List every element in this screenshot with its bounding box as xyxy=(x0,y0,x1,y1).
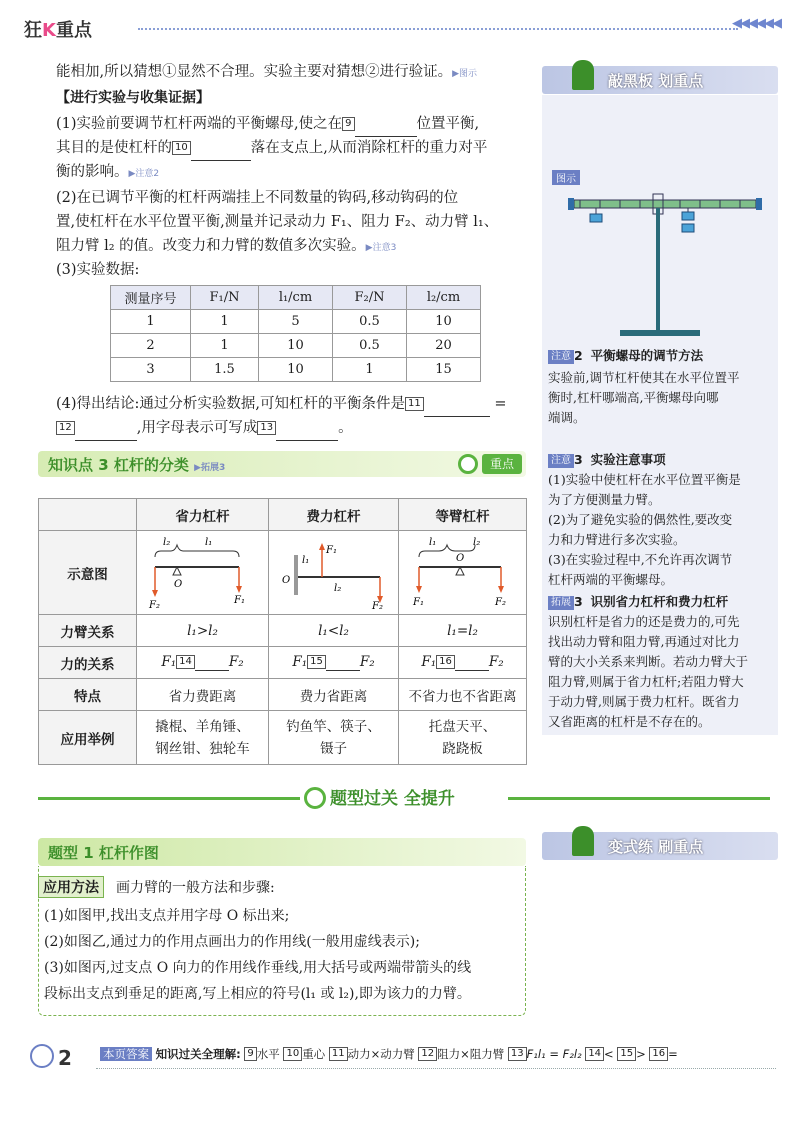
distance-saving-lever-diagram xyxy=(272,533,396,609)
step1-line2 xyxy=(56,136,487,161)
table-cell: 0.5 xyxy=(333,334,407,358)
note-line: 为了方便测量力臂。 xyxy=(548,492,661,507)
answer-value: 水平 xyxy=(256,1047,280,1061)
divider-line xyxy=(38,797,300,800)
f1-symbol: F₁ xyxy=(161,654,177,670)
note-line: 力和力臂进行多次实验。 xyxy=(548,532,686,547)
ext3-title xyxy=(548,592,728,612)
table-cell: 1 xyxy=(191,310,259,334)
label-o: O xyxy=(455,552,464,564)
label-o: O xyxy=(281,574,290,586)
column-header: 测量序号 xyxy=(111,286,191,310)
label-f1: F₁ xyxy=(325,544,337,556)
answer-blank-13[interactable] xyxy=(276,416,338,441)
method-intro: 画力臂的一般方法和步骤: xyxy=(116,880,275,896)
row-header: 应用举例 xyxy=(39,711,137,765)
step1-text-a: (1)实验前要调节杠杆两端的平衡螺母,使之在 xyxy=(56,116,343,132)
blank-number: 15 xyxy=(307,655,326,669)
table-cell: 10 xyxy=(407,310,481,334)
table-cell xyxy=(399,647,527,679)
answer-number: 15 xyxy=(617,1047,636,1061)
note-line: 端调。 xyxy=(548,410,586,425)
blank-number: 9 xyxy=(342,117,354,131)
table-row xyxy=(111,334,481,358)
table-header-row xyxy=(111,286,481,310)
table-cell: 2 xyxy=(111,334,191,358)
note-title: 识别省力杠杆和费力杠杆 xyxy=(590,594,729,609)
row-header: 示意图 xyxy=(39,531,137,615)
note-line: 于动力臂,则属于费力杠杆。既省力 xyxy=(548,694,740,709)
label-f1: F₁ xyxy=(412,596,424,608)
table-header-row xyxy=(39,499,527,531)
note-line: (1)实验中使杠杆在水平位置平衡是 xyxy=(548,472,741,487)
column-header: l₂/cm xyxy=(407,286,481,310)
answer-number: 16 xyxy=(649,1047,668,1061)
answer-blank-12[interactable] xyxy=(75,416,137,441)
table-cell: 0.5 xyxy=(333,310,407,334)
knowledge-title-text: 知识点 3 杠杆的分类 xyxy=(48,456,189,474)
step4-text-b: ,用字母表示可写成 xyxy=(136,420,258,436)
column-header: F₂/N xyxy=(333,286,407,310)
step2-line2: 置,使杠杆在水平位置平衡,测量并记录动力 F₁、阻力 F₂、动力臂 l₁、 xyxy=(56,214,499,230)
section-divider xyxy=(38,784,770,814)
tip-link[interactable]: ▶图示 xyxy=(452,69,478,79)
answer-number: 10 xyxy=(283,1047,302,1061)
answer-line xyxy=(100,1046,678,1062)
corner-cell xyxy=(39,499,137,531)
note-number: 3 xyxy=(574,452,583,467)
table-cell: 1 xyxy=(333,358,407,382)
force-saving-lever-diagram xyxy=(141,533,265,609)
side-bar-title: 变式练 刷重点 xyxy=(608,838,704,856)
tip-link[interactable]: ▶注意3 xyxy=(365,243,397,253)
note2-title xyxy=(548,346,703,366)
table-cell: 钓鱼竿、筷子、 镊子 xyxy=(269,711,399,765)
step1-text-c: 其目的是使杠杆的 xyxy=(56,140,172,156)
knowledge-title xyxy=(48,454,225,475)
collect-title: 【进行实验与收集证据】 xyxy=(56,90,210,106)
step4-text-a: (4)得出结论:通过分析实验数据,可知杠杆的平衡条件是 xyxy=(56,396,406,412)
table-cell: l₁>l₂ xyxy=(137,615,269,647)
section-title: 题型过关 全提升 xyxy=(330,789,455,809)
table-cell: 省力费距离 xyxy=(137,679,269,711)
blank-number: 11 xyxy=(405,397,424,411)
brand-logo xyxy=(20,14,130,44)
table-row xyxy=(111,358,481,382)
side-bar-header-2 xyxy=(542,832,778,860)
lever-apparatus-figure xyxy=(560,186,770,346)
table-row xyxy=(39,711,527,765)
answer-value: 重心 xyxy=(302,1047,326,1061)
table-cell: 1 xyxy=(191,334,259,358)
step1-line3 xyxy=(56,160,159,186)
student-icon xyxy=(572,826,594,856)
note-line: (3)在实验过程中,不允许再次调节 xyxy=(548,552,733,567)
table-row xyxy=(39,679,527,711)
column-header: l₁/cm xyxy=(259,286,333,310)
table-row xyxy=(39,615,527,647)
label-l2: l₂ xyxy=(162,536,170,548)
logo-k: K xyxy=(42,20,56,41)
intro-text: 能相加,所以猜想①显然不合理。实验主要对猜想②进行验证。 xyxy=(56,64,453,80)
page-header xyxy=(20,14,780,50)
column-header: 省力杠杆 xyxy=(137,499,269,531)
table-cell: 1 xyxy=(111,310,191,334)
answer-value: > xyxy=(636,1047,646,1061)
answer-value: F₁l₁ = F₂l₂ xyxy=(526,1047,582,1061)
step1-text-e: 衡的影响。 xyxy=(56,164,129,180)
table-cell xyxy=(269,647,399,679)
note-line: 臂的大小关系来判断。若动力臂大于 xyxy=(548,654,749,669)
row-header: 力臂关系 xyxy=(39,615,137,647)
blank-number: 16 xyxy=(436,655,455,669)
method-step-3b: 段标出支点到垂足的距离,写上相应的符号(l₁ 或 l₂),即为该力的力臂。 xyxy=(44,986,471,1002)
f2-symbol: F₂ xyxy=(359,654,375,670)
table-cell: 托盘天平、 跷跷板 xyxy=(399,711,527,765)
note-line: 阻力臂,则属于省力杠杆;若阻力臂大 xyxy=(548,674,744,689)
answer-number: 13 xyxy=(508,1047,527,1061)
answer-number: 9 xyxy=(244,1047,256,1061)
table-cell: 费力省距离 xyxy=(269,679,399,711)
note-title: 平衡螺母的调节方法 xyxy=(590,348,704,363)
blank-number: 10 xyxy=(172,141,191,155)
answer-number: 14 xyxy=(585,1047,604,1061)
knowledge-point-bar xyxy=(38,451,526,477)
answer-blank-16[interactable] xyxy=(455,654,489,671)
topic-title: 题型 1 杠杆作图 xyxy=(48,844,159,862)
table-cell: 10 xyxy=(259,334,333,358)
table-cell: 不省力也不省距离 xyxy=(399,679,527,711)
answer-tag: 本页答案 xyxy=(100,1047,152,1061)
note3-title xyxy=(548,450,666,470)
table-row xyxy=(111,310,481,334)
answer-number: 12 xyxy=(418,1047,437,1061)
f2-symbol: F₂ xyxy=(488,654,504,670)
column-header: F₁/N xyxy=(191,286,259,310)
footer-dotted-line xyxy=(96,1068,776,1069)
table-cell: l₁<l₂ xyxy=(269,615,399,647)
note-title: 实验注意事项 xyxy=(590,452,666,467)
equals-sign: = xyxy=(494,396,507,412)
answer-blank-10[interactable] xyxy=(191,136,251,161)
answer-value: 动力×动力臂 xyxy=(347,1047,415,1061)
swirl-icon xyxy=(304,787,326,809)
divider-line xyxy=(508,797,770,800)
note-tag: 注意 xyxy=(548,454,574,468)
step4-line2 xyxy=(56,416,353,441)
side-bar-header xyxy=(542,66,778,94)
step4-line1 xyxy=(56,392,507,417)
step2-line3 xyxy=(56,234,396,260)
step2-text-c: 阻力臂 l₂ 的值。改变力和力臂的数值多次实验。 xyxy=(56,238,366,254)
header-dotted-line xyxy=(138,28,738,30)
table-cell xyxy=(137,647,269,679)
answer-value: = xyxy=(668,1047,678,1061)
answer-value: < xyxy=(604,1047,614,1061)
answer-blank-9[interactable] xyxy=(355,112,417,137)
step3-label: (3)实验数据: xyxy=(56,262,140,278)
answer-blank-15[interactable] xyxy=(326,654,360,671)
key-point-badge: 重点 xyxy=(482,454,522,474)
step2-line1: (2)在已调节平衡的杠杆两端挂上不同数量的钩码,移动钩码的位 xyxy=(56,190,459,206)
answer-number: 11 xyxy=(329,1047,348,1061)
lever-diagram-cell xyxy=(399,531,527,615)
logo-text: 重点 xyxy=(55,20,92,41)
label-l2: l₂ xyxy=(472,536,480,548)
note-number: 2 xyxy=(574,348,583,363)
table-cell: l₁=l₂ xyxy=(399,615,527,647)
note-tag: 拓展 xyxy=(548,596,574,610)
header-arrows-icon: ◀◀◀◀◀◀ xyxy=(732,16,780,31)
row-header: 力的关系 xyxy=(39,647,137,679)
page-number-circle-icon xyxy=(30,1044,54,1068)
method-tag: 应用方法 xyxy=(38,876,104,898)
blank-number: 14 xyxy=(176,655,195,669)
lever-classification-table xyxy=(38,498,527,765)
topic-bar xyxy=(38,838,526,866)
side-bar-title: 敲黑板 划重点 xyxy=(608,72,704,90)
note-tag: 注意 xyxy=(548,350,574,364)
tip-link[interactable]: ▶拓展3 xyxy=(194,463,226,473)
label-l1: l₁ xyxy=(301,554,309,566)
note-line: 又省距离的杠杆是不存在的。 xyxy=(548,714,711,729)
note-line: (2)为了避免实验的偶然性,要改变 xyxy=(548,512,733,527)
table-cell: 5 xyxy=(259,310,333,334)
method-step-1: (1)如图甲,找出支点并用字母 O 标出来; xyxy=(44,908,290,924)
label-f2: F₂ xyxy=(371,600,383,609)
label-f2: F₂ xyxy=(494,596,506,608)
equal-arm-lever-diagram xyxy=(401,533,525,609)
label-l1: l₁ xyxy=(204,536,212,548)
f1-symbol: F₁ xyxy=(292,654,308,670)
label-l2: l₂ xyxy=(333,582,341,594)
note-line: 实验前,调节杠杆使其在水平位置平 xyxy=(548,370,740,385)
note-number: 3 xyxy=(574,594,583,609)
column-header: 等臂杠杆 xyxy=(399,499,527,531)
intro-paragraph xyxy=(56,60,477,86)
method-step-2: (2)如图乙,通过力的作用点画出力的作用线(一般用虚线表示); xyxy=(44,934,420,950)
table-cell: 撬棍、羊角锤、 钢丝钳、独轮车 xyxy=(137,711,269,765)
table-cell: 15 xyxy=(407,358,481,382)
table-row xyxy=(39,531,527,615)
answer-blank-14[interactable] xyxy=(195,654,229,671)
row-header: 特点 xyxy=(39,679,137,711)
target-icon xyxy=(458,454,478,474)
method-step-3a: (3)如图丙,过支点 O 向力的作用线作垂线,用大括号或两端带箭头的线 xyxy=(44,960,472,976)
column-header: 费力杠杆 xyxy=(269,499,399,531)
note-line: 识别杠杆是省力的还是费力的,可先 xyxy=(548,614,740,629)
table-cell: 10 xyxy=(259,358,333,382)
data-table xyxy=(110,285,481,382)
table-row xyxy=(39,647,527,679)
answer-value: 阻力×阻力臂 xyxy=(437,1047,505,1061)
figure-tag: 图示 xyxy=(552,170,580,185)
table-cell: 1.5 xyxy=(191,358,259,382)
answer-blank-11[interactable] xyxy=(424,392,490,417)
note-line: 杠杆两端的平衡螺母。 xyxy=(548,572,674,587)
step1-text-b: 位置平衡, xyxy=(416,116,480,132)
f2-symbol: F₂ xyxy=(228,654,244,670)
f1-symbol: F₁ xyxy=(421,654,437,670)
logo-char: 狂 xyxy=(24,20,42,41)
note-line: 找出动力臂和阻力臂,再通过对比力 xyxy=(548,634,740,649)
lever-diagram-cell xyxy=(137,531,269,615)
blank-number: 13 xyxy=(257,421,276,435)
label-o: O xyxy=(173,578,182,590)
tip-link[interactable]: ▶注意2 xyxy=(128,169,160,179)
label-f2: F₂ xyxy=(148,599,160,609)
page-number: 2 xyxy=(58,1046,72,1070)
note-line: 衡时,杠杆哪端高,平衡螺母向哪 xyxy=(548,390,719,405)
student-icon xyxy=(572,60,594,90)
table-cell: 3 xyxy=(111,358,191,382)
table-cell: 20 xyxy=(407,334,481,358)
label-l1: l₁ xyxy=(428,536,436,548)
step4-text-c: 。 xyxy=(338,420,353,436)
answer-label: 知识过关全理解: xyxy=(155,1047,241,1061)
step1-text-d: 落在支点上,从而消除杠杆的重力对平 xyxy=(250,140,488,156)
lever-diagram-cell xyxy=(269,531,399,615)
step1-line1 xyxy=(56,112,479,137)
label-f1: F₁ xyxy=(233,594,245,606)
blank-number: 12 xyxy=(56,421,75,435)
